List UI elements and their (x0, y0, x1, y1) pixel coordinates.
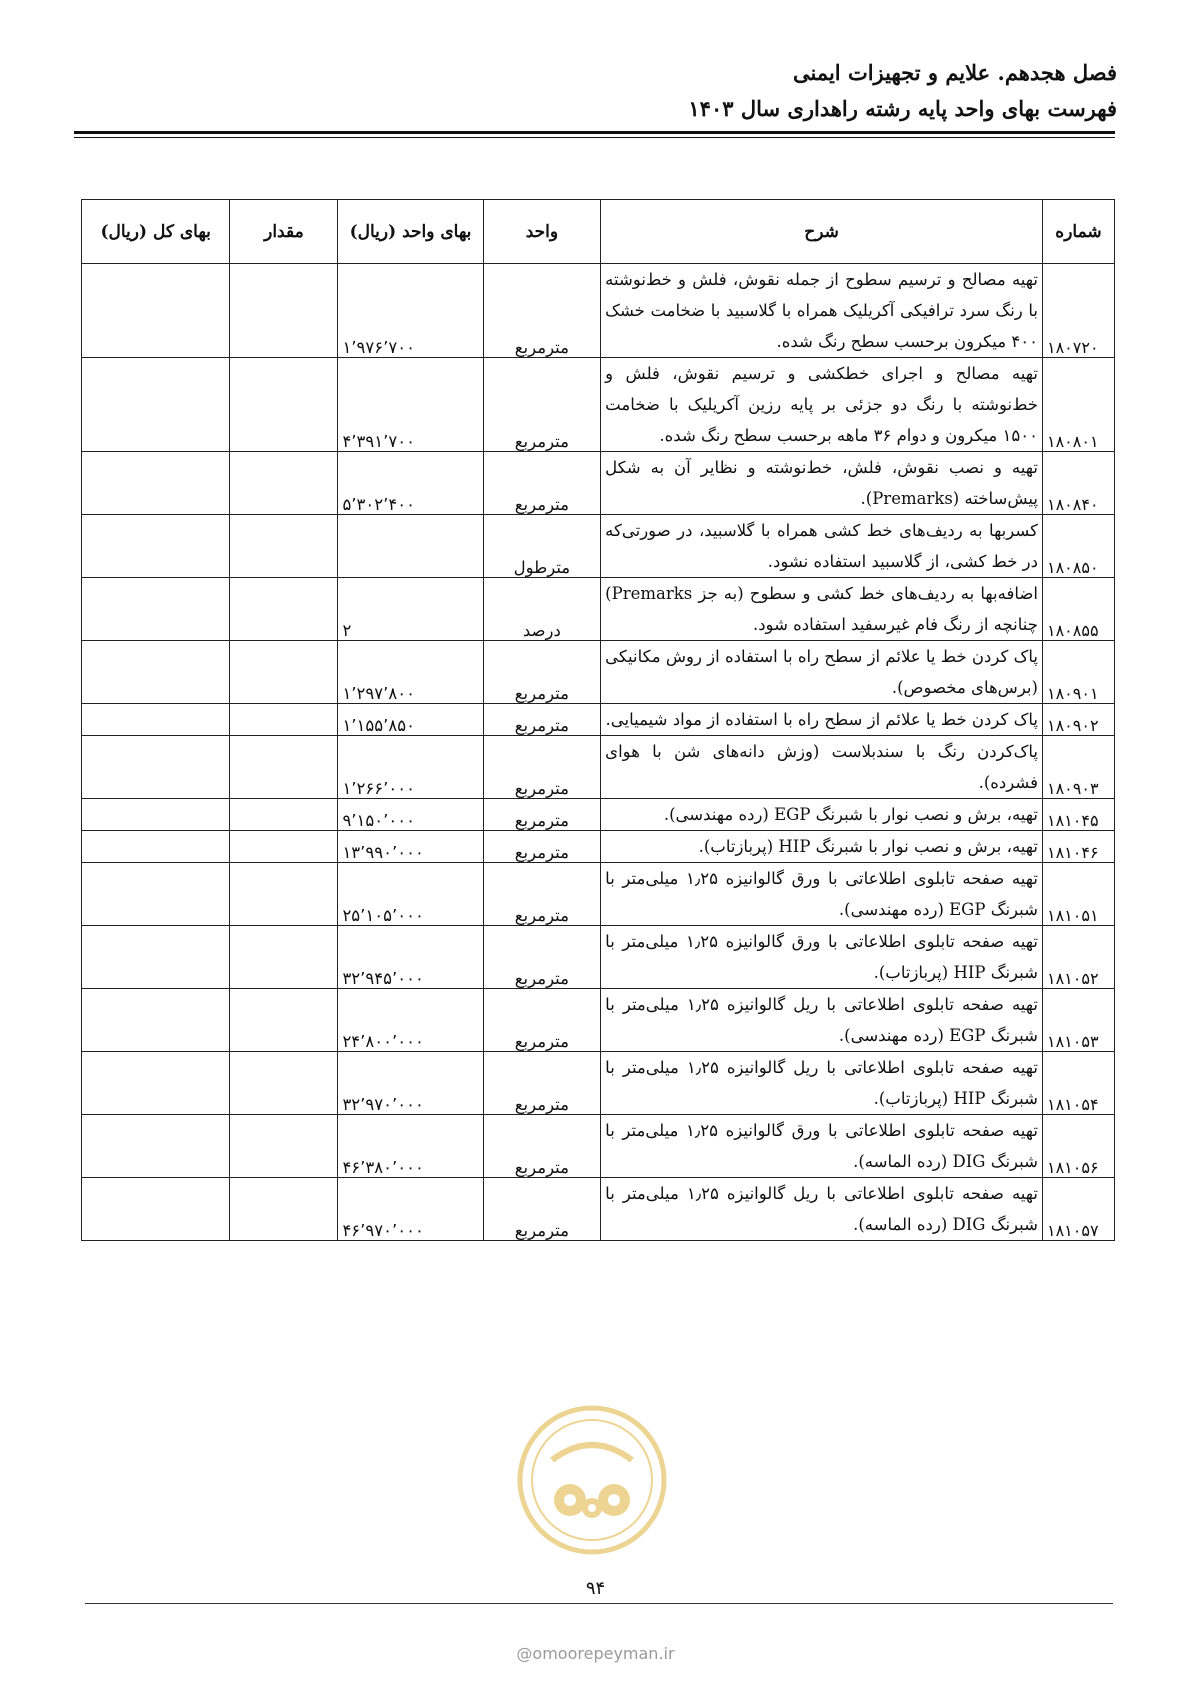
row-code: ۱۸۰۹۰۲ (1042, 704, 1114, 736)
row-description: تهیه صفحه تابلوی اطلاعاتی با ریل گالوانیزه ۱٫۲۵ میلی‌متر با شبرنگ DIG (رده الماسه). (601, 1178, 1043, 1241)
row-quantity (230, 1178, 338, 1241)
footer-rule (85, 1603, 1113, 1604)
row-description: تهیه صفحه تابلوی اطلاعاتی با ورق گالوانیزه ۱٫۲۵ میلی‌متر با شبرنگ EGP (رده مهندسی). (601, 863, 1043, 926)
row-unit-price: ۹٬۱۵۰٬۰۰۰ (338, 799, 483, 831)
row-total (82, 578, 230, 641)
table-header-row (82, 200, 1115, 264)
row-code: ۱۸۰۸۰۱ (1042, 358, 1114, 452)
row-total (82, 989, 230, 1052)
row-total (82, 736, 230, 799)
document-title: فهرست بهای واحد پایه رشته راهداری سال ۱۴۰۳ (688, 96, 1117, 121)
row-description: تهیه، برش و نصب نوار با شبرنگ EGP (رده مهندسی). (601, 799, 1043, 831)
header-rule-thick (74, 131, 1115, 134)
row-description: پاک کردن خط یا علائم از سطح راه با استفاده از روش مکانیکی (برس‌های مخصوص). (601, 641, 1043, 704)
row-unit: مترمربع (483, 1052, 601, 1115)
row-unit-price: ۱۳٬۹۹۰٬۰۰۰ (338, 831, 483, 863)
row-quantity (230, 799, 338, 831)
row-unit-price: ۲۵٬۱۰۵٬۰۰۰ (338, 863, 483, 926)
row-unit: مترمربع (483, 358, 601, 452)
row-unit: مترمربع (483, 799, 601, 831)
row-unit-price: ۳۲٬۹۴۵٬۰۰۰ (338, 926, 483, 989)
row-unit-price: ۱٬۱۵۵٬۸۵۰ (338, 704, 483, 736)
row-quantity (230, 736, 338, 799)
table-row (82, 1178, 1115, 1241)
table-row (82, 1115, 1115, 1178)
document-header (74, 58, 1117, 124)
row-quantity (230, 452, 338, 515)
table-row (82, 358, 1115, 452)
row-unit: مترمربع (483, 452, 601, 515)
row-total (82, 1052, 230, 1115)
row-description: پاک‌کردن رنگ با سندبلاست (وزش دانه‌های شن با هوای فشرده). (601, 736, 1043, 799)
table-row (82, 926, 1115, 989)
row-unit-price: ۱٬۹۷۶٬۷۰۰ (338, 264, 483, 358)
row-total (82, 452, 230, 515)
row-description: کسربها به ردیف‌های خط کشی همراه با گلاسبید، در صورتی‌که در خط کشی، از گلاسبید استفاده نشود. (601, 515, 1043, 578)
row-total (82, 799, 230, 831)
header-unit-price: بهای واحد (ریال) (338, 200, 483, 264)
row-code: ۱۸۰۸۵۵ (1042, 578, 1114, 641)
header-total: بهای کل (ریال) (82, 200, 230, 264)
row-unit: مترمربع (483, 863, 601, 926)
row-total (82, 515, 230, 578)
row-total (82, 641, 230, 704)
site-watermark: @omoorepeyman.ir (516, 1644, 675, 1663)
table-row (82, 578, 1115, 641)
row-code: ۱۸۱۰۵۲ (1042, 926, 1114, 989)
row-code: ۱۸۱۰۵۴ (1042, 1052, 1114, 1115)
row-unit: مترمربع (483, 736, 601, 799)
row-quantity (230, 264, 338, 358)
price-table (81, 199, 1115, 1241)
row-code: ۱۸۱۰۴۶ (1042, 831, 1114, 863)
table-row (82, 831, 1115, 863)
row-unit: مترطول (483, 515, 601, 578)
chapter-title: فصل هجدهم. علایم و تجهیزات ایمنی (792, 60, 1117, 85)
row-code: ۱۸۰۸۴۰ (1042, 452, 1114, 515)
row-quantity (230, 578, 338, 641)
row-description: پاک کردن خط یا علائم از سطح راه با استفاده از مواد شیمیایی. (601, 704, 1043, 736)
table-row (82, 264, 1115, 358)
row-code: ۱۸۰۸۵۰ (1042, 515, 1114, 578)
row-unit-price: ۱٬۲۶۶٬۰۰۰ (338, 736, 483, 799)
header-code: شماره (1042, 200, 1114, 264)
row-unit-price: ۳۲٬۹۷۰٬۰۰۰ (338, 1052, 483, 1115)
row-code: ۱۸۱۰۴۵ (1042, 799, 1114, 831)
row-unit: مترمربع (483, 926, 601, 989)
row-quantity (230, 1115, 338, 1178)
row-unit-price: ۵٬۳۰۲٬۴۰۰ (338, 452, 483, 515)
row-unit-price: ۲۴٬۸۰۰٬۰۰۰ (338, 989, 483, 1052)
row-quantity (230, 704, 338, 736)
header-unit: واحد (483, 200, 601, 264)
row-total (82, 863, 230, 926)
row-code: ۱۸۰۹۰۱ (1042, 641, 1114, 704)
row-code: ۱۸۰۷۲۰ (1042, 264, 1114, 358)
row-quantity (230, 926, 338, 989)
row-total (82, 1178, 230, 1241)
row-unit-price: ۴٬۳۹۱٬۷۰۰ (338, 358, 483, 452)
row-description: تهیه مصالح و اجرای خطکشی و ترسیم نقوش، فلش و خط‌نوشته با رنگ دو جزئی بر پایه رزین آکریلیک با ضخامت ۱۵۰۰ میکرون و دوام ۳۶ ماهه برحسب سطح رنگ شده. (601, 358, 1043, 452)
row-total (82, 358, 230, 452)
table-row (82, 641, 1115, 704)
row-unit: مترمربع (483, 264, 601, 358)
row-description: تهیه، برش و نصب نوار با شبرنگ HIP (پربازتاب). (601, 831, 1043, 863)
row-description: اضافه‌بها به ردیف‌های خط کشی و سطوح (به جز Premarks) چنانچه از رنگ فام غیرسفید استفاده شود. (601, 578, 1043, 641)
header-desc: شرح (601, 200, 1043, 264)
row-quantity (230, 989, 338, 1052)
row-code: ۱۸۱۰۵۶ (1042, 1115, 1114, 1178)
row-unit: مترمربع (483, 1178, 601, 1241)
row-unit-price: ۱٬۲۹۷٬۸۰۰ (338, 641, 483, 704)
gear-seal-icon (512, 1400, 672, 1560)
row-unit: مترمربع (483, 989, 601, 1052)
table-row (82, 736, 1115, 799)
row-description: تهیه و نصب نقوش، فلش، خط‌نوشته و نظایر آن به شکل پیش‌ساخته (Premarks). (601, 452, 1043, 515)
row-description: تهیه صفحه تابلوی اطلاعاتی با ریل گالوانیزه ۱٫۲۵ میلی‌متر با شبرنگ HIP (پربازتاب). (601, 1052, 1043, 1115)
row-unit-price: ۴۶٬۹۷۰٬۰۰۰ (338, 1178, 483, 1241)
row-unit-price (338, 515, 483, 578)
row-quantity (230, 641, 338, 704)
row-total (82, 926, 230, 989)
table-row (82, 704, 1115, 736)
row-unit: درصد (483, 578, 601, 641)
table-row (82, 1052, 1115, 1115)
row-code: ۱۸۱۰۵۱ (1042, 863, 1114, 926)
table-row (82, 515, 1115, 578)
row-unit-price: ۲ (338, 578, 483, 641)
row-code: ۱۸۰۹۰۳ (1042, 736, 1114, 799)
table-row (82, 989, 1115, 1052)
row-total (82, 264, 230, 358)
row-total (82, 831, 230, 863)
row-total (82, 1115, 230, 1178)
row-code: ۱۸۱۰۵۳ (1042, 989, 1114, 1052)
row-quantity (230, 515, 338, 578)
row-quantity (230, 863, 338, 926)
row-total (82, 704, 230, 736)
row-unit: مترمربع (483, 1115, 601, 1178)
table-row (82, 799, 1115, 831)
row-description: تهیه صفحه تابلوی اطلاعاتی با ورق گالوانیزه ۱٫۲۵ میلی‌متر با شبرنگ HIP (پربازتاب). (601, 926, 1043, 989)
row-unit: مترمربع (483, 831, 601, 863)
row-unit: مترمربع (483, 641, 601, 704)
table-row (82, 452, 1115, 515)
row-unit: مترمربع (483, 704, 601, 736)
row-quantity (230, 831, 338, 863)
row-description: تهیه صفحه تابلوی اطلاعاتی با ورق گالوانیزه ۱٫۲۵ میلی‌متر با شبرنگ DIG (رده الماسه). (601, 1115, 1043, 1178)
row-description: تهیه صفحه تابلوی اطلاعاتی با ریل گالوانیزه ۱٫۲۵ میلی‌متر با شبرنگ EGP (رده مهندسی). (601, 989, 1043, 1052)
header-qty: مقدار (230, 200, 338, 264)
row-description: تهیه مصالح و ترسیم سطوح از جمله نقوش، فلش و خط‌نوشته با رنگ سرد ترافیکی آکریلیک همراه با گلاسبید با ضخامت خشک ۴۰۰ میکرون برحسب سطح رنگ شده. (601, 264, 1043, 358)
page-number: ۹۴ (585, 1578, 606, 1599)
row-code: ۱۸۱۰۵۷ (1042, 1178, 1114, 1241)
table-row (82, 863, 1115, 926)
row-quantity (230, 1052, 338, 1115)
header-rule-thin (74, 137, 1115, 138)
row-unit-price: ۴۶٬۳۸۰٬۰۰۰ (338, 1115, 483, 1178)
row-quantity (230, 358, 338, 452)
